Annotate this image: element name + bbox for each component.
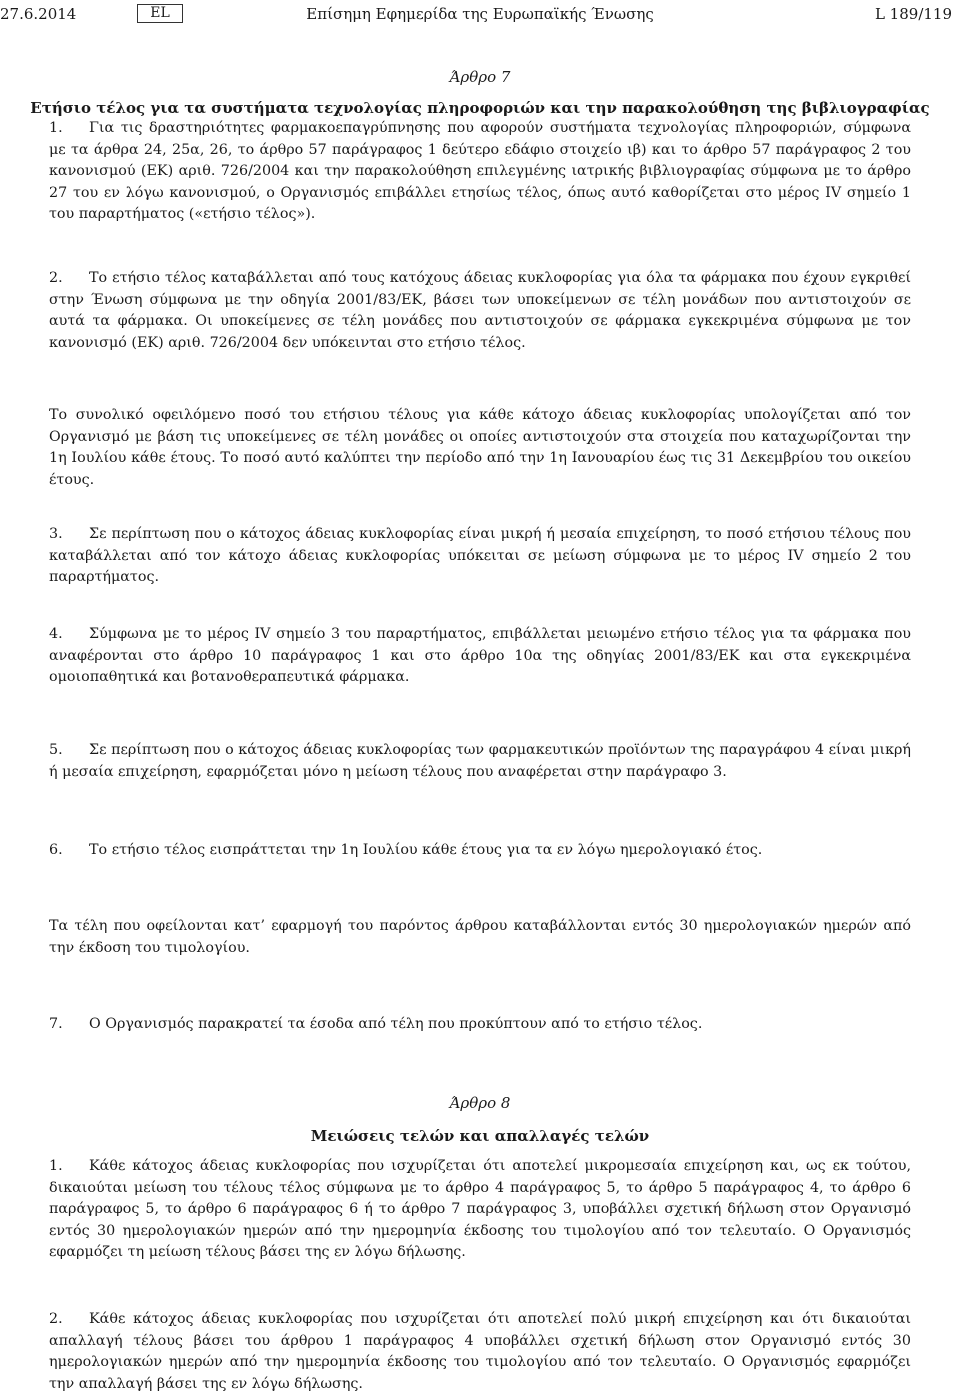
article-7-paragraph-6 [49, 840, 911, 862]
paragraph-number: 2. [49, 270, 63, 286]
article-7-paragraph-5 [49, 740, 911, 783]
paragraph-text: Τα τέλη που οφείλονται κατ’ εφαρμογή του παρόντος άρθρου καταβάλλονται εντός 30 ημερολογιακών ημερών από την έκδοση του τιμολογίου. [49, 918, 911, 956]
paragraph-number: 6. [49, 842, 63, 858]
article-8-paragraph-1 [49, 1156, 911, 1264]
page-header [0, 4, 960, 26]
article-7-number: Άρθρο 7 [449, 68, 511, 86]
paragraph-text: Κάθε κάτοχος άδειας κυκλοφορίας που ισχυρίζεται ότι αποτελεί μικρομεσαία επιχείρηση και, ως εκ τούτου, δικαιούται μείωση του τέλους τέλος σύμφωνα με το άρθρο 4 παράγραφος 5, το άρθρο 5 παράγραφος 4, το άρθρο 6 παράγραφος 5, το άρθρο 6 παράγραφος 6 ή το άρθρο 7 παράγραφος 3, υποβάλλει σχετική δήλωση στον Οργανισμό εντός 30 ημερολογιακών ημερών από την ημερομηνία έκδοσης του τιμολογίου από τον τελευταίο. Ο Οργανισμός εφαρμόζει τη μείωση τέλους βάσει της εν λόγω δήλωσης. [49, 1158, 911, 1261]
page-reference: L 189/119 [874, 5, 952, 23]
paragraph-text: Κάθε κάτοχος άδειας κυκλοφορίας που ισχυρίζεται ότι αποτελεί πολύ μικρή επιχείρηση και ότι δικαιούται απαλλαγή τέλους βάσει του άρθρου 1 παράγραφος 4 υποβάλλει σχετική δήλωση στον Οργανισμό εντός 30 ημερολογιακών ημερών από την ημερομηνία έκδοσης του τιμολογίου από τον τελευταίο. Ο Οργανισμός εφαρμόζει την απαλλαγή βάσει της εν λόγω δήλωσης. [49, 1311, 911, 1392]
paragraph-text: Το συνολικό οφειλόμενο ποσό του ετήσιου τέλους για κάθε κάτοχο άδειας κυκλοφορίας υπολογίζεται από τον Οργανισμό με βάση τις υποκείμενες σε τέλη μονάδες οι οποίες αντιστοιχούν στα στοιχεία που καταχωρίζονται την 1η Ιουλίου κάθε έτους. Το ποσό αυτό καλύπτει την περίοδο από την 1η Ιανουαρίου έως τις 31 Δεκεμβρίου του οικείου έτους. [49, 407, 911, 488]
paragraph-number: 4. [49, 626, 63, 642]
article-7-paragraph-1 [49, 118, 911, 226]
paragraph-number: 7. [49, 1016, 63, 1032]
paragraph-number: 2. [49, 1311, 63, 1327]
article-7-paragraph-6-subparagraph [49, 916, 911, 959]
journal-title: Επίσημη Εφημερίδα της Ευρωπαϊκής Ένωσης [306, 5, 654, 23]
article-7-paragraph-7 [49, 1014, 911, 1036]
paragraph-text: Για τις δραστηριότητες φαρμακοεπαγρύπνησης που αφορούν συστήματα τεχνολογίας πληροφοριών, σύμφωνα με τα άρθρα 24, 25α, 26, το άρθρο 57 παράγραφος 1 δεύτερο εδάφιο στοιχείο ιβ) και το άρθρο 57 παράγραφος 2 του κανονισμού (ΕΚ) αριθ. 726/2004 και την παρακολούθηση επιλεγμένης ιατρικής βιβλιογραφίας σύμφωνα με το άρθρο 27 του εν λόγω κανονισμού, ο Οργανισμός επιβάλλει ετησίως τέλος, όπως αυτό καθορίζεται στο μέρος IV σημείο 1 του παραρτήματος («ετήσιο τέλος»). [49, 120, 911, 223]
article-8-title: Μειώσεις τελών και απαλλαγές τελών [310, 1127, 650, 1145]
paragraph-number: 3. [49, 526, 63, 542]
article-7-paragraph-3 [49, 524, 911, 589]
article-8-paragraph-2 [49, 1309, 911, 1395]
paragraph-text: Σύμφωνα με το μέρος IV σημείο 3 του παραρτήματος, επιβάλλεται μειωμένο ετήσιο τέλος για τα φάρμακα που αναφέρονται στο άρθρο 10 παράγραφος 1 και στο άρθρο 10α της οδηγίας 2001/83/ΕΚ και στα εγκεκριμένα ομοιοπαθητικά και βοτανοθεραπευτικά φάρμακα. [49, 626, 911, 686]
article-7-paragraph-2-subparagraph [49, 405, 911, 491]
paragraph-text: Το ετήσιο τέλος καταβάλλεται από τους κατόχους άδειας κυκλοφορίας για όλα τα φάρμακα που έχουν εγκριθεί στην Ένωση σύμφωνα με την οδηγία 2001/83/ΕΚ, βάσει των υποκείμενων σε τέλη μονάδων που αντιστοιχούν σε αυτά τα φάρμακα. Οι υποκείμενες σε τέλη μονάδες που αντιστοιχούν σε φάρμακα εγκεκριμένα σύμφωνα με τον κανονισμό (ΕΚ) αριθ. 726/2004 δεν υπόκεινται στο ετήσιο τέλος. [49, 270, 911, 351]
publication-date: 27.6.2014 [0, 5, 77, 23]
paragraph-text: Σε περίπτωση που ο κάτοχος άδειας κυκλοφορίας είναι μικρή ή μεσαία επιχείρηση, το ποσό ετήσιου τέλους που καταβάλλεται από τον κάτοχο άδειας κυκλοφορίας υπόκειται σε μείωση σύμφωνα με το μέρος IV σημείο 2 του παραρτήματος. [49, 526, 911, 586]
paragraph-number: 1. [49, 1158, 63, 1174]
language-badge: EL [137, 4, 183, 23]
article-7-title: Ετήσιο τέλος για τα συστήματα τεχνολογίας πληροφοριών και την παρακολούθηση της βιβλιογραφίας [30, 99, 930, 117]
paragraph-text: Σε περίπτωση που ο κάτοχος άδειας κυκλοφορίας των φαρμακευτικών προϊόντων της παραγράφου 4 είναι μικρή ή μεσαία επιχείρηση, εφαρμόζεται μόνο η μείωση τέλους που αναφέρεται στην παράγραφο 3. [49, 742, 911, 780]
paragraph-number: 1. [49, 120, 63, 136]
article-7-paragraph-4 [49, 624, 911, 689]
paragraph-number: 5. [49, 742, 63, 758]
article-7-paragraph-2 [49, 268, 911, 354]
article-8-number: Άρθρο 8 [449, 1094, 511, 1112]
paragraph-text: Ο Οργανισμός παρακρατεί τα έσοδα από τέλη που προκύπτουν από το ετήσιο τέλος. [89, 1016, 703, 1032]
paragraph-text: Το ετήσιο τέλος εισπράττεται την 1η Ιουλίου κάθε έτους για τα εν λόγω ημερολογιακό έτος. [89, 842, 763, 858]
